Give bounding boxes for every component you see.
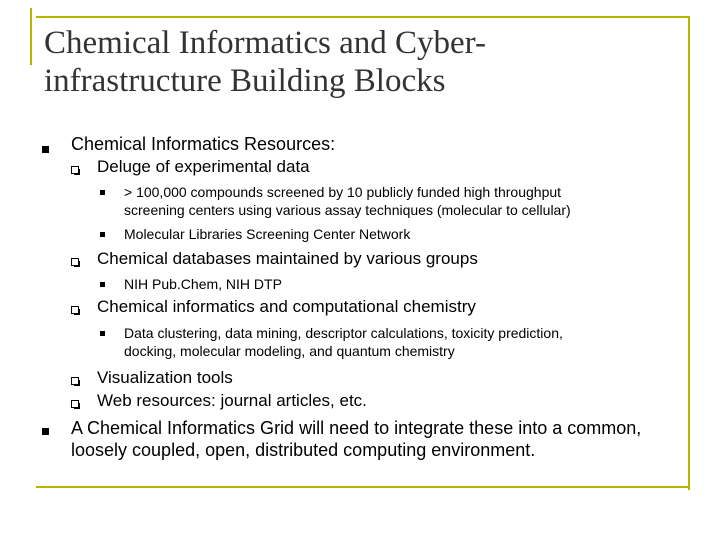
bullet-box-icon <box>71 306 79 314</box>
bullet-mlscn: Molecular Libraries Screening Center Network <box>124 226 411 242</box>
right-border-line <box>688 16 690 490</box>
bullet-small-square-icon <box>100 232 105 237</box>
slide-title <box>44 24 684 100</box>
bullet-box-icon <box>71 258 79 266</box>
bottom-border-line <box>36 486 690 488</box>
bullet-clustering-line2: docking, molecular modeling, and quantum chemistry <box>124 343 455 359</box>
bullet-visualization: Visualization tools <box>97 368 233 387</box>
bullet-grid-line2: loosely coupled, open, distributed computing environment. <box>71 440 536 460</box>
bullet-grid-line1: A Chemical Informatics Grid will need to integrate these into a common, <box>71 418 642 438</box>
bullet-informatics: Chemical informatics and computational chemistry <box>97 297 476 316</box>
bullet-box-icon <box>71 377 79 385</box>
bullet-compounds-line1: > 100,000 compounds screened by 10 publicly funded high throughput <box>124 184 562 200</box>
bullet-square-icon <box>42 428 49 435</box>
bullet-clustering-line1: Data clustering, data mining, descriptor calculations, toxicity prediction, <box>124 325 563 341</box>
bullet-databases: Chemical databases maintained by various groups <box>97 249 478 268</box>
bullet-small-square-icon <box>100 282 105 287</box>
bullet-small-square-icon <box>100 331 105 336</box>
bullet-resources: Chemical Informatics Resources: <box>71 134 336 154</box>
bullet-compounds-line2: screening centers using various assay techniques (molecular to cellular) <box>124 202 571 218</box>
bullet-web: Web resources: journal articles, etc. <box>97 391 367 410</box>
top-border-line <box>36 16 690 18</box>
bullet-nih: NIH Pub.Chem, NIH DTP <box>124 276 282 292</box>
slide-title-text: Chemical Informatics and Cyber- infrastructure Building Blocks <box>44 25 486 99</box>
bullet-box-icon <box>71 166 79 174</box>
bullet-box-icon <box>71 400 79 408</box>
bullet-square-icon <box>42 146 49 153</box>
bullet-deluge: Deluge of experimental data <box>97 157 310 176</box>
title-accent-bar <box>30 8 32 65</box>
bullet-small-square-icon <box>100 190 105 195</box>
